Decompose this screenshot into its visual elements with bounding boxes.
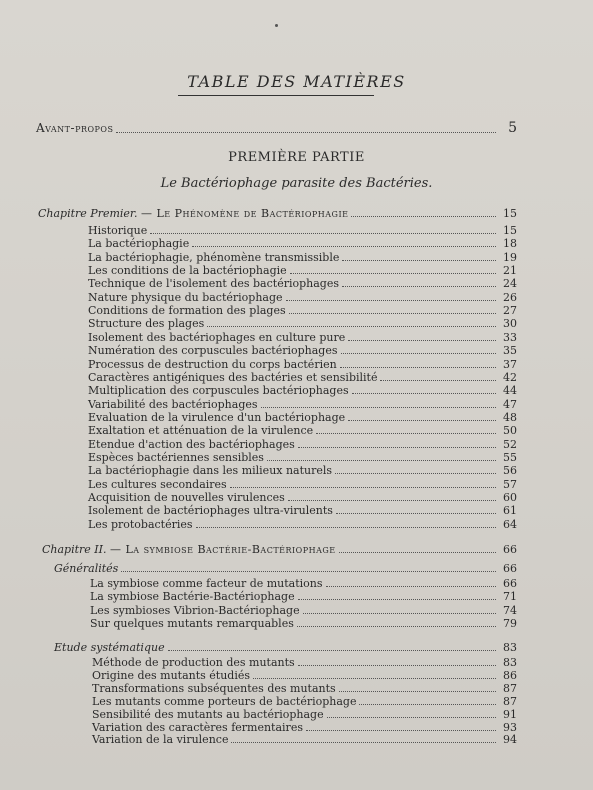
toc-page: 42 — [503, 370, 517, 384]
toc-entry[interactable] — [90, 604, 517, 617]
toc-entry[interactable] — [88, 304, 517, 317]
toc-label: Généralités — [54, 562, 119, 575]
toc-entry[interactable] — [88, 224, 517, 237]
toc-entry[interactable] — [88, 411, 517, 424]
leader-dots — [288, 499, 496, 501]
toc-entry[interactable] — [88, 317, 517, 330]
chapter-heading — [42, 543, 336, 556]
toc-chapter-2[interactable] — [42, 543, 517, 556]
leader-dots — [289, 312, 496, 314]
toc-label: Conditions de formation des plages — [88, 304, 286, 318]
toc-page: 60 — [503, 491, 517, 504]
toc-entry[interactable] — [88, 264, 517, 277]
toc-page: 74 — [503, 603, 517, 617]
toc-page: 15 — [503, 207, 517, 220]
toc-label: Variabilité des bactériophages — [88, 397, 258, 411]
leader-dots — [286, 299, 496, 301]
toc-label: La bactériophagie, phénomène transmissible — [88, 250, 340, 264]
toc-entry[interactable] — [92, 669, 517, 682]
leader-dots — [196, 526, 496, 528]
toc-entry[interactable] — [90, 577, 517, 590]
toc-page: 79 — [503, 616, 517, 630]
leader-dots — [267, 459, 496, 461]
toc-label: Avant-propos — [36, 121, 114, 135]
leader-dots — [339, 551, 496, 553]
toc-entry[interactable] — [88, 237, 517, 250]
toc-chapter-1[interactable] — [38, 207, 517, 220]
leader-dots — [261, 406, 496, 408]
toc-entry[interactable] — [90, 590, 517, 603]
toc-page: 83 — [503, 656, 517, 669]
toc-entry[interactable] — [90, 617, 517, 630]
toc-label: Structure des plages — [88, 317, 205, 331]
toc-entry[interactable] — [92, 733, 517, 746]
leader-dots — [316, 432, 496, 434]
toc-label: Historique — [88, 224, 148, 237]
toc-page: 93 — [503, 720, 517, 734]
toc-page: 50 — [503, 424, 517, 438]
leader-dots — [150, 232, 496, 234]
leader-dots — [340, 366, 496, 368]
toc-entry[interactable] — [88, 358, 517, 371]
toc-page: 30 — [503, 317, 517, 331]
toc-label: Les cultures secondaires — [88, 477, 227, 491]
toc-entry[interactable] — [88, 344, 517, 357]
leader-dots — [348, 419, 496, 421]
toc-page: 56 — [503, 464, 517, 478]
toc-label: Multiplication des corpuscules bactériophages — [88, 384, 349, 398]
leader-dots — [290, 272, 496, 274]
leader-dots — [342, 259, 496, 261]
page-title: TABLE DES MATIÈRES — [187, 72, 406, 91]
toc-label: Les mutants comme porteurs de bactériophage — [92, 694, 357, 708]
toc-page: 86 — [503, 668, 517, 682]
leader-dots — [231, 741, 496, 743]
toc-entry[interactable] — [88, 491, 517, 504]
toc-page: 15 — [503, 224, 517, 237]
leader-dots — [327, 716, 496, 718]
toc-label: Technique de l'isolement des bactériophages — [88, 277, 339, 291]
leader-dots — [359, 703, 496, 705]
toc-label: Espèces bactériennes sensibles — [88, 450, 264, 464]
toc-entry[interactable] — [88, 464, 517, 477]
toc-label: Numération des corpuscules bactériophages — [88, 344, 338, 358]
toc-page: 44 — [503, 384, 517, 398]
toc-entry[interactable] — [92, 708, 517, 721]
toc-entry[interactable] — [88, 291, 517, 304]
toc-page: 57 — [503, 477, 517, 491]
toc-label: Les symbioses Vibrion-Bactériophage — [90, 603, 300, 617]
toc-page: 66 — [503, 577, 517, 590]
leader-dots — [298, 664, 496, 666]
toc-page: 26 — [503, 290, 517, 304]
chapter-name: — La symbiose Bactérie-Bactériophage — [110, 543, 336, 556]
toc-label: Etude systématique — [54, 641, 165, 654]
leader-dots — [192, 245, 496, 247]
leader-dots — [207, 325, 496, 327]
leader-dots — [116, 131, 496, 133]
toc-page: 66 — [503, 543, 517, 556]
toc-label: Evaluation de la virulence d'un bactériophage — [88, 410, 346, 424]
toc-page: 66 — [503, 562, 517, 575]
leader-dots — [230, 486, 496, 488]
toc-entry[interactable] — [88, 478, 517, 491]
leader-dots — [380, 379, 496, 381]
toc-page: 19 — [503, 250, 517, 264]
leader-dots — [303, 612, 496, 614]
toc-label: Caractères antigéniques des bactéries et sensibilité — [88, 370, 378, 384]
toc-label: Sur quelques mutants remarquables — [90, 616, 294, 630]
toc-page: 55 — [503, 450, 517, 464]
toc-entry[interactable] — [88, 371, 517, 384]
toc-generalites[interactable] — [54, 562, 517, 575]
toc-label: La symbiose comme facteur de mutations — [90, 577, 323, 590]
toc-label: La symbiose Bactérie-Bactériophage — [90, 590, 295, 604]
toc-page: 71 — [503, 590, 517, 604]
toc-avant-propos[interactable] — [36, 120, 517, 136]
toc-page: 27 — [503, 304, 517, 318]
leader-dots — [336, 512, 496, 514]
part-subtitle: Le Bactériophage parasite des Bactéries. — [160, 176, 433, 191]
toc-entry[interactable] — [88, 438, 517, 451]
leader-dots — [168, 649, 496, 651]
leader-dots — [326, 585, 496, 587]
toc-page: 21 — [503, 264, 517, 278]
leader-dots — [341, 352, 497, 354]
toc-label: Méthode de production des mutants — [92, 656, 295, 669]
toc-label: Processus de destruction du corps bactérien — [88, 357, 337, 371]
toc-page: 24 — [503, 277, 517, 291]
part-title: PREMIÈRE PARTIE — [228, 150, 365, 165]
print-mark — [275, 24, 278, 27]
toc-label: Exaltation et atténuation de la virulence — [88, 424, 314, 438]
toc-page: 37 — [503, 357, 517, 371]
toc-page: 18 — [503, 237, 517, 251]
toc-entry[interactable] — [88, 398, 517, 411]
toc-label: Les protobactéries — [88, 517, 193, 531]
toc-page: 83 — [503, 641, 517, 654]
toc-page: 87 — [503, 694, 517, 708]
toc-page: 61 — [503, 504, 517, 518]
toc-page: 87 — [503, 681, 517, 695]
leader-dots — [121, 570, 496, 572]
toc-page: 33 — [503, 330, 517, 344]
chapter-prefix: Chapitre Premier. — [38, 207, 138, 220]
leader-dots — [253, 677, 496, 679]
toc-entry[interactable] — [92, 721, 517, 734]
toc-page: 35 — [503, 344, 517, 358]
leader-dots — [306, 729, 496, 731]
toc-entry[interactable] — [92, 656, 517, 669]
toc-entry[interactable] — [92, 695, 517, 708]
toc-page: 94 — [503, 733, 517, 747]
toc-page: 47 — [503, 397, 517, 411]
toc-entry[interactable] — [88, 451, 517, 464]
toc-label: La bactériophagie — [88, 237, 190, 251]
toc-label: Variation des caractères fermentaires — [92, 720, 303, 734]
chapter-name: — Le Phénomène de Bactériophagie — [140, 207, 349, 220]
toc-entry[interactable] — [88, 384, 517, 397]
leader-dots — [298, 598, 496, 600]
toc-entry[interactable] — [92, 682, 517, 695]
toc-label: Variation de la virulence — [92, 733, 229, 747]
chapter-prefix: Chapitre II. — [42, 543, 107, 556]
toc-entry[interactable] — [88, 251, 517, 264]
toc-label: Les conditions de la bactériophagie — [88, 264, 287, 278]
toc-entry[interactable] — [88, 504, 517, 517]
toc-entry[interactable] — [88, 277, 517, 290]
leader-dots — [352, 392, 496, 394]
toc-page: 64 — [503, 517, 517, 531]
chapter-heading — [38, 207, 348, 220]
toc-page: 91 — [503, 707, 517, 721]
toc-page: 52 — [503, 437, 517, 451]
leader-dots — [351, 215, 496, 217]
toc-entry[interactable] — [88, 331, 517, 344]
toc-label: Isolement des bactériophages en culture pure — [88, 330, 346, 344]
toc-label: La bactériophagie dans les milieux naturels — [88, 464, 333, 478]
toc-label: Sensibilité des mutants au bactériophage — [92, 707, 324, 721]
leader-dots — [297, 625, 496, 627]
leader-dots — [339, 690, 496, 692]
toc-label: Isolement de bactériophages ultra-virulents — [88, 504, 333, 518]
leader-dots — [335, 472, 496, 474]
toc-page: 48 — [503, 410, 517, 424]
toc-entry[interactable] — [88, 424, 517, 437]
toc-entry[interactable] — [88, 518, 517, 531]
leader-dots — [348, 339, 496, 341]
toc-page: 5 — [508, 120, 517, 136]
toc-label: Etendue d'action des bactériophages — [88, 437, 295, 451]
toc-label: Nature physique du bactériophage — [88, 290, 283, 304]
toc-label: Origine des mutants étudiés — [92, 668, 251, 682]
title-underline — [178, 95, 374, 96]
leader-dots — [298, 446, 496, 448]
toc-etude[interactable] — [54, 641, 517, 654]
toc-label: Acquisition de nouvelles virulences — [88, 491, 285, 504]
toc-label: Transformations subséquentes des mutants — [92, 681, 336, 695]
leader-dots — [342, 285, 496, 287]
